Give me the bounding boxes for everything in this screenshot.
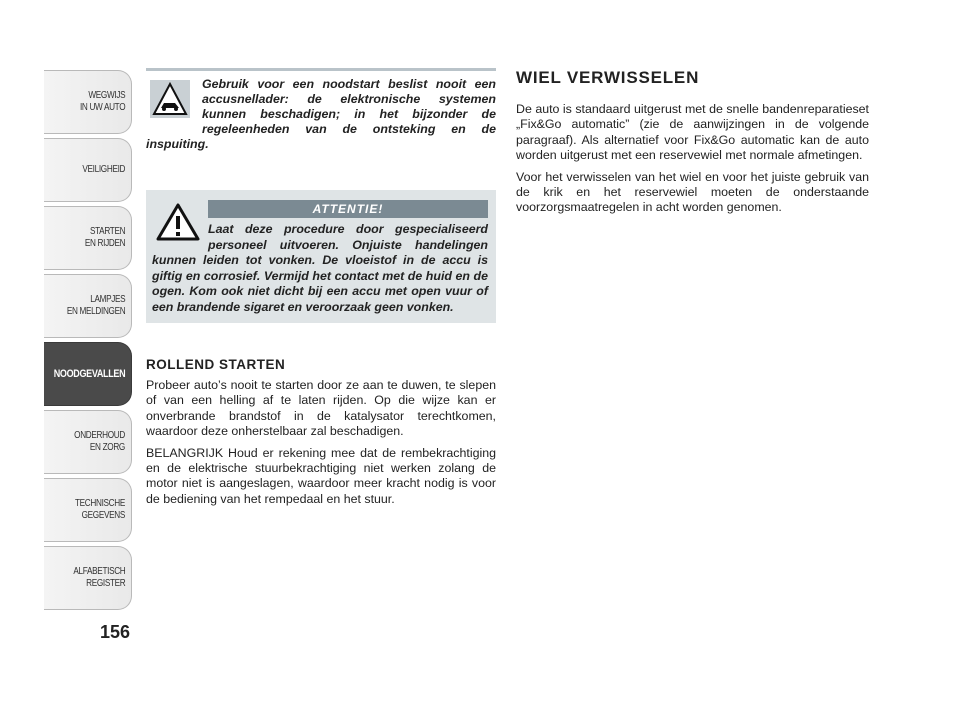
tab-label: ONDERHOUD EN ZORG (74, 430, 125, 453)
tab-label: ALFABETISCH REGISTER (73, 566, 125, 589)
right-column (516, 68, 869, 222)
left-column (146, 68, 496, 513)
tab-onderhoud[interactable] (44, 410, 132, 474)
paragraph: Voor het verwisselen van het wiel en voor het juiste gebruik van de krik en het reservewiel moeten de onderstaande voorzorgsmaatregelen in acht worden genomen. (516, 169, 869, 215)
page-number: 156 (100, 622, 131, 642)
note-text: Gebruik voor een noodstart beslist nooit een accusnellader: de elektronische systemen kunnen beschadigen; in het bijzonder de regeleenheden van de ontsteking en de inspuiting. (146, 77, 496, 151)
section-title: ROLLEND STARTEN (146, 357, 286, 372)
page-title: WIEL VERWISSELEN (516, 68, 700, 87)
tab-label: STARTEN EN RIJDEN (84, 226, 125, 249)
tab-lampjes[interactable] (44, 274, 132, 338)
warning-triangle-icon (152, 200, 204, 244)
tab-technische[interactable] (44, 478, 132, 542)
tab-label: TECHNISCHE GEGEVENS (74, 498, 125, 521)
paragraph: De auto is standaard uitgerust met de snelle bandenreparatieset „Fix&Go automatic” (zie de aanwijzingen in de volgende paragraaf). Als alternatief voor Fix&Go automatic kan de auto worden uitgerust met een reservewiel met normale afmetingen. (516, 102, 869, 163)
paragraph: BELANGRIJK Houd er rekening mee dat de rembekrachtiging en de elektrische stuurbekrachtiging niet werken zolang de motor niet is aangeslagen, waardoor meer kracht nodig is voor de bediening van het rempedaal en het stuur. (146, 445, 496, 506)
chapter-tabs (44, 70, 132, 614)
warning-text: Laat deze procedure door gespecialiseerd personeel uitvoeren. Onjuiste handelingen kunnen leiden tot vonken. De vloeistof in de accu is giftig en corrosief. Vermijd het contact met de huid en de ogen. Kom ook niet dicht bij een accu met open vuur of een brandende sigaret en veroorzaak geen vonken. (152, 222, 488, 314)
tab-starten[interactable] (44, 206, 132, 270)
car-warning-icon (146, 77, 194, 121)
tab-veiligheid[interactable] (44, 138, 132, 202)
tab-label: WEGWIJS IN UW AUTO (79, 90, 125, 113)
note-block (146, 77, 496, 152)
tab-wegwijs[interactable] (44, 70, 132, 134)
tab-alfabetisch[interactable] (44, 546, 132, 610)
divider (146, 68, 496, 71)
warning-box (146, 190, 496, 323)
paragraph: Probeer auto’s nooit te starten door ze aan te duwen, te slepen of van een helling af te laten rijden. Op die wijze kan er onverbrande brandstof in de katalysator terechtkomen, waardoor deze onherstelbaar zal beschadigen. (146, 378, 496, 439)
warning-title: ATTENTIE! (208, 200, 488, 218)
tab-label: LAMPJES EN MELDINGEN (66, 294, 125, 317)
tab-label: NOODGEVALLEN (53, 368, 125, 380)
tab-noodgevallen[interactable] (44, 342, 132, 406)
warning-body (152, 222, 488, 315)
tab-label: VEILIGHEID (82, 164, 125, 175)
